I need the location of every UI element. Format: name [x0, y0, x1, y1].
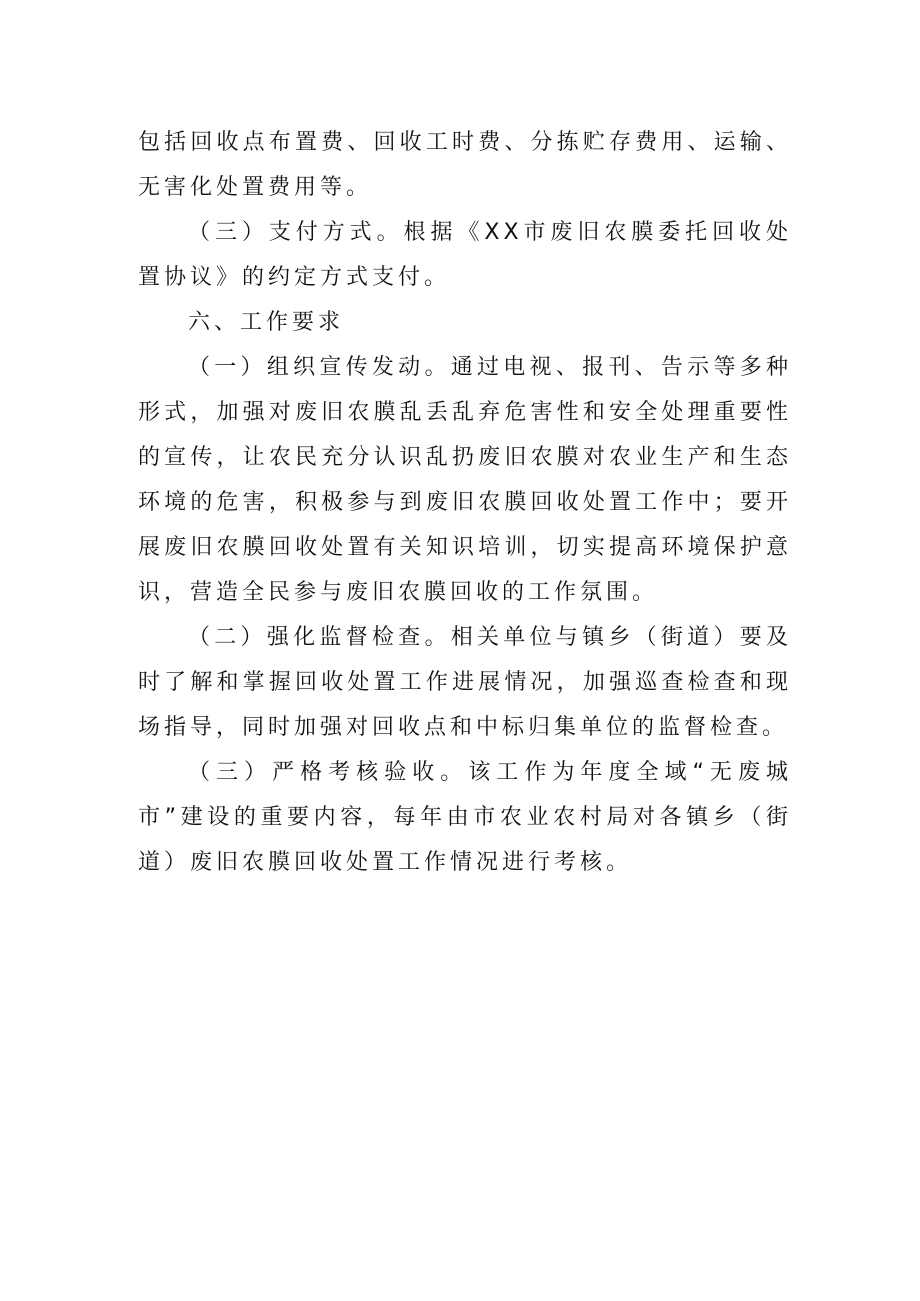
paragraph-cost-continuation: 包括回收点布置费、回收工时费、分拣贮存费用、运输、无害化处置费用等。: [138, 130, 792, 200]
paragraph-strict-assessment: （三）严格考核验收。该工作为年度全域“无废城市”建设的重要内容，每年由市农业农村局对各镇乡（街道）废旧农膜回收处置工作情况进行考核。: [138, 760, 792, 875]
paragraph-payment-method: （三）支付方式。根据《XX市废旧农膜委托回收处置协议》的约定方式支付。: [138, 220, 792, 290]
section-heading-work-requirements: 六、工作要求: [188, 310, 345, 335]
paragraph-strengthen-supervision: （二）强化监督检查。相关单位与镇乡（街道）要及时了解和掌握回收处置工作进展情况，加强巡查检查和现场指导，同时加强对回收点和中标归集单位的监督检查。: [138, 625, 792, 740]
document-body: [138, 120, 792, 885]
paragraph-organize-publicity: （一）组织宣传发动。通过电视、报刊、告示等多种形式，加强对废旧农膜乱丢乱弃危害性和安全处理重要性的宣传，让农民充分认识乱扔废旧农膜对农业生产和生态环境的危害，积极参与到废旧农膜回收处置工作中；要开展废旧农膜回收处置有关知识培训，切实提高环境保护意识，营造全民参与废旧农膜回收的工作氛围。: [138, 355, 792, 605]
